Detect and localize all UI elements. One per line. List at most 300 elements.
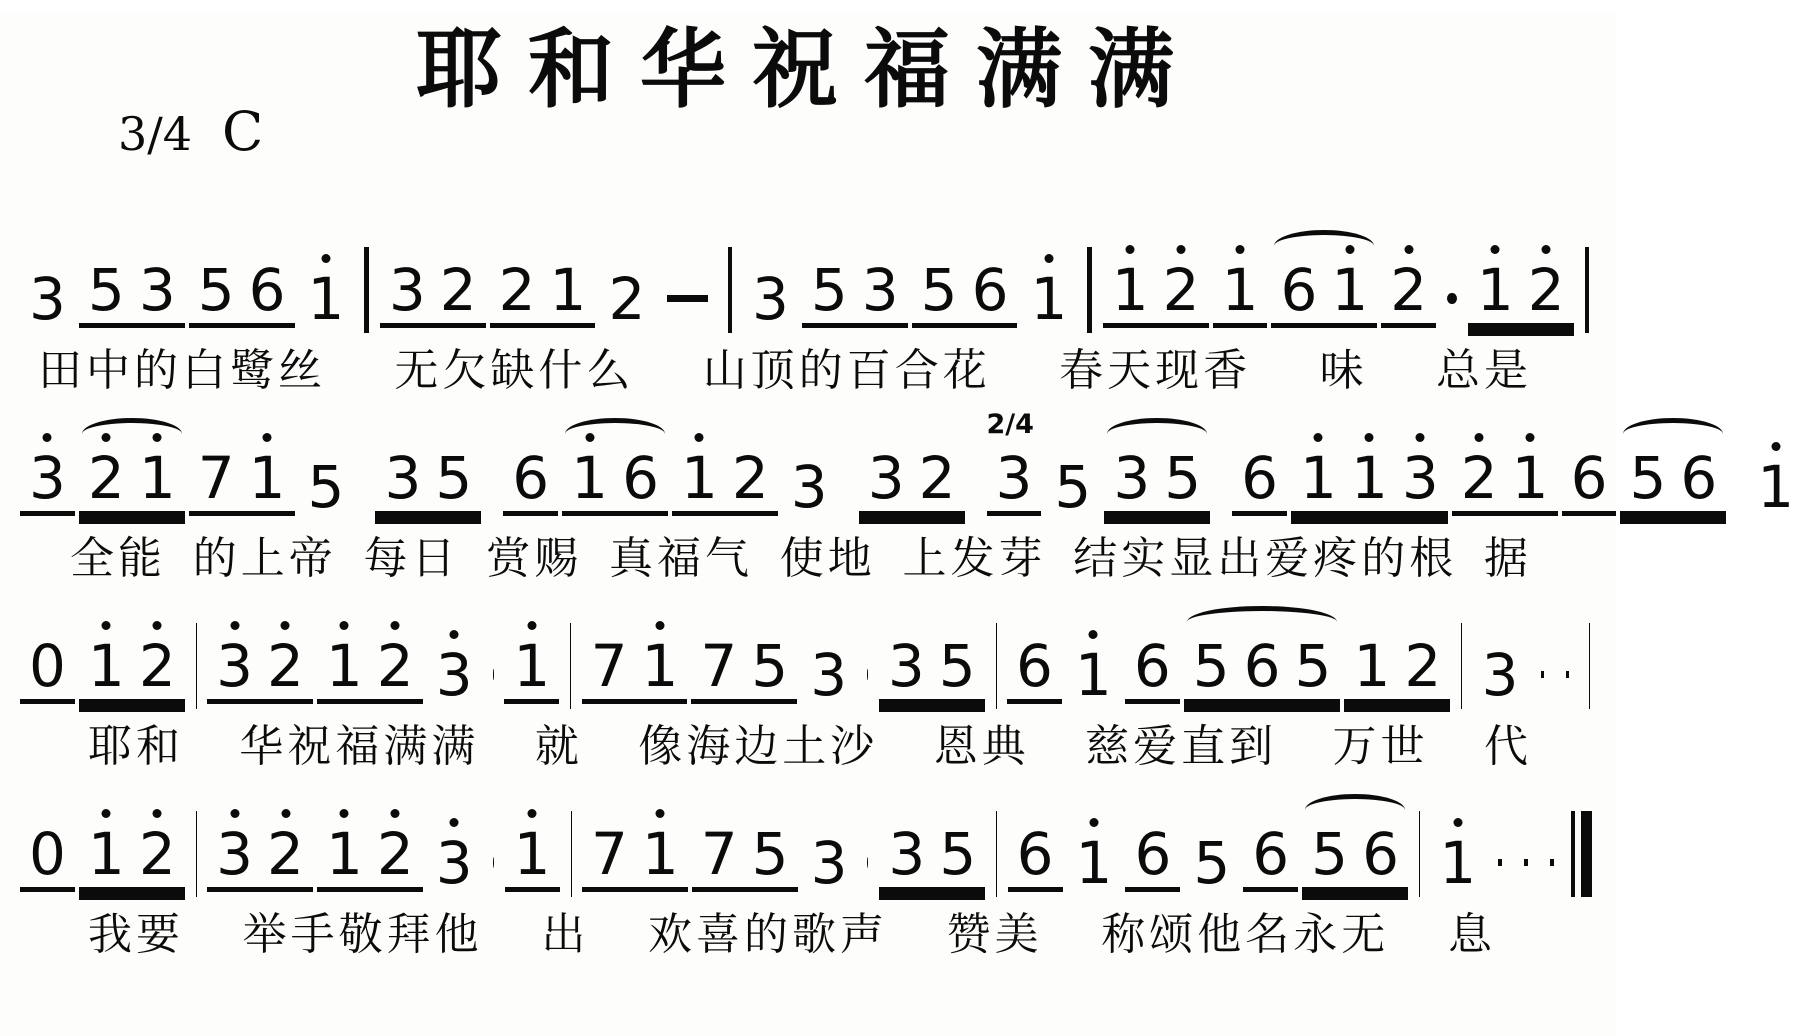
lyric-word: 结实显出爱疼的根: [1073, 522, 1457, 586]
lyric-word: 每日: [364, 522, 460, 586]
note: [308, 270, 345, 328]
lyric-word: 举手敬拜他: [243, 898, 483, 962]
note-group: [299, 458, 354, 516]
note-digit: 6: [1680, 449, 1717, 507]
note-group: [1066, 646, 1121, 704]
note-digit: 3: [888, 637, 925, 695]
note: [1528, 261, 1565, 319]
note-digit: 3: [384, 449, 421, 507]
note-digit: 3: [1482, 646, 1519, 704]
note-digit: 3: [888, 825, 925, 883]
note: [939, 637, 976, 695]
note: [1353, 637, 1390, 695]
note-digit: 1: [249, 449, 286, 507]
note: [1571, 449, 1608, 507]
note-digit: 1: [513, 637, 550, 695]
note-group: [317, 825, 423, 892]
lyric-word: 欢喜的歌声: [648, 898, 888, 962]
note-group: [691, 637, 797, 704]
octave-dot: [340, 621, 349, 630]
note: [1134, 825, 1171, 883]
note-group: [1125, 825, 1180, 892]
note-digit: 3: [216, 637, 253, 695]
note: [1300, 449, 1337, 507]
duration-dash: [1498, 859, 1502, 866]
note-group: [599, 270, 654, 328]
note-group: [207, 637, 313, 704]
final-barline: [1571, 811, 1592, 897]
note-digit: 7: [701, 825, 738, 883]
note-digit: 1: [571, 449, 608, 507]
lyric-word: 上发芽: [903, 522, 1047, 586]
octave-dot: [230, 809, 239, 818]
note-group: [1232, 449, 1287, 516]
octave-dot: [102, 621, 111, 630]
note-group: [1045, 458, 1100, 516]
note: [1076, 834, 1113, 892]
note: [377, 637, 414, 695]
note: [249, 261, 286, 319]
note-digit: 2: [1528, 261, 1565, 319]
octave-dot: [1345, 245, 1354, 254]
note-digit: 5: [308, 458, 345, 516]
note-digit: 1: [1300, 449, 1337, 507]
note-digit: 5: [1295, 637, 1332, 695]
note: [1402, 449, 1439, 507]
note-group: [189, 449, 295, 516]
notation-row: [0, 774, 1616, 892]
barline: [1585, 247, 1589, 333]
note-digit: 2: [919, 449, 956, 507]
note-group: [801, 646, 856, 704]
octave-dot: [1542, 245, 1551, 254]
note: [888, 637, 925, 695]
lyric-word: 山顶的百合花: [703, 334, 991, 398]
note-digit: 3: [1113, 449, 1150, 507]
note-digit: 6: [1016, 637, 1053, 695]
note: [1295, 637, 1332, 695]
note: [622, 449, 659, 507]
note-group: [1007, 637, 1062, 704]
note-group: [1008, 825, 1063, 892]
barline: [728, 247, 732, 333]
note: [384, 449, 421, 507]
duration-dash: [1566, 671, 1569, 678]
note-digit: 3: [1402, 449, 1439, 507]
note-group: [879, 825, 985, 892]
octave-dot: [585, 433, 594, 442]
note: [1311, 825, 1348, 883]
lyric-word: 像海边土沙: [638, 710, 878, 774]
lyric-word: 使地: [780, 522, 876, 586]
octave-dot: [153, 433, 162, 442]
note-group: [859, 449, 965, 516]
meter-change-label: 2/4: [987, 409, 1034, 440]
note-digit: 5: [1164, 449, 1201, 507]
note: [550, 261, 587, 319]
note-digit: 6: [1134, 825, 1171, 883]
note: [1193, 834, 1230, 892]
octave-dot: [281, 621, 290, 630]
lyric-word: 春天现香: [1059, 334, 1251, 398]
lyric-word: 我要: [88, 898, 184, 962]
note-group: [20, 449, 75, 516]
note-digit: 1: [1353, 637, 1390, 695]
note-digit: 6: [622, 449, 659, 507]
duration-dash: [1541, 671, 1544, 678]
note-digit: 2: [267, 637, 304, 695]
octave-dot: [321, 254, 330, 263]
note-group: [802, 261, 908, 328]
note-digit: 5: [88, 261, 125, 319]
note-digit: 5: [1311, 825, 1348, 883]
octave-dot: [1491, 245, 1500, 254]
note: [752, 825, 789, 883]
note: [1016, 637, 1053, 695]
note: [139, 825, 176, 883]
note-digit: 5: [1629, 449, 1666, 507]
octave-dot: [102, 809, 111, 818]
augmentation-dot: [867, 669, 868, 680]
note-digit: 6: [249, 261, 286, 319]
note: [1404, 637, 1441, 695]
note-digit: 3: [752, 270, 789, 328]
notation-row: [0, 210, 1616, 328]
note-digit: 2: [377, 637, 414, 695]
note-digit: 2: [377, 825, 414, 883]
note-group: [1381, 261, 1436, 328]
lyric-word: 田中的白鹭丝: [38, 334, 326, 398]
note-group: [427, 834, 482, 892]
note: [88, 449, 125, 507]
note-digit: 5: [921, 261, 958, 319]
octave-dot: [655, 621, 664, 630]
note-digit: 7: [198, 449, 235, 507]
note-digit: 5: [939, 637, 976, 695]
note: [752, 270, 789, 328]
final-barline-thick: [1581, 811, 1592, 897]
note: [1331, 261, 1368, 319]
slur-note-group: [1302, 825, 1408, 892]
note-digit: 7: [591, 825, 628, 883]
note: [1351, 449, 1388, 507]
note-group: [20, 637, 75, 704]
note-group: [692, 825, 798, 892]
lyric-word: 万世: [1333, 710, 1429, 774]
note: [1112, 261, 1149, 319]
note: [591, 637, 628, 695]
note-digit: 3: [436, 834, 473, 892]
note: [513, 637, 550, 695]
note-digit: 5: [939, 825, 976, 883]
note-digit: 1: [88, 637, 125, 695]
note: [29, 449, 66, 507]
octave-dot: [1475, 433, 1484, 442]
note: [389, 261, 426, 319]
note: [1241, 449, 1278, 507]
system: [0, 586, 1616, 774]
barline: [364, 247, 368, 333]
note-digit: 2: [440, 261, 477, 319]
note-digit: 6: [1252, 825, 1289, 883]
augmentation-dot: [1447, 293, 1457, 304]
note: [29, 825, 66, 883]
note-digit: 3: [216, 825, 253, 883]
octave-dot: [230, 621, 239, 630]
lyric-word: 慈爱直到: [1085, 710, 1277, 774]
octave-dot: [1365, 433, 1374, 442]
note-group: [1103, 261, 1209, 328]
note: [514, 825, 551, 883]
note-digit: 1: [1757, 458, 1794, 516]
note: [249, 449, 286, 507]
lyric-word: 息: [1448, 898, 1496, 962]
octave-dot: [263, 433, 272, 442]
note-group: [743, 270, 798, 328]
note-group: [672, 449, 778, 516]
note-digit: 1: [1076, 834, 1113, 892]
note-digit: 3: [868, 449, 905, 507]
octave-dot: [43, 433, 52, 442]
octave-dot: [153, 621, 162, 630]
note-group: [1184, 834, 1239, 892]
note-digit: 3: [29, 270, 66, 328]
note-group: [802, 834, 857, 892]
duration-dash: [1550, 859, 1554, 866]
lyrics-row: [38, 334, 1532, 398]
lyric-word: 据: [1484, 522, 1532, 586]
note: [868, 449, 905, 507]
note: [88, 261, 125, 319]
octave-dot: [1089, 630, 1098, 639]
note-digit: 1: [1075, 646, 1112, 704]
note: [1757, 458, 1794, 516]
sheet-music-page: [0, 14, 1616, 1036]
note-group: [375, 449, 481, 516]
octave-dot: [1090, 818, 1099, 827]
note-digit: 6: [512, 449, 549, 507]
note-digit: 2: [88, 449, 125, 507]
note: [996, 449, 1033, 507]
note-group: [1291, 449, 1448, 516]
note-digit: 6: [1134, 637, 1171, 695]
lyric-word: 的上帝: [193, 522, 337, 586]
note: [198, 449, 235, 507]
note: [267, 825, 304, 883]
note: [1362, 825, 1399, 883]
note-digit: 0: [29, 825, 66, 883]
note-digit: 2: [732, 449, 769, 507]
note-group: [20, 825, 75, 892]
note: [1439, 834, 1476, 892]
note-group: [1473, 646, 1528, 704]
note-digit: 3: [996, 449, 1033, 507]
lyric-word: 代: [1484, 710, 1532, 774]
note: [1629, 449, 1666, 507]
note-group: [582, 637, 688, 704]
note-digit: 1: [88, 825, 125, 883]
note: [139, 449, 176, 507]
note-group: [1125, 637, 1180, 704]
note-digit: 5: [752, 825, 789, 883]
lyrics-row: [88, 898, 1496, 962]
note-digit: 2: [1461, 449, 1498, 507]
note: [811, 261, 848, 319]
note-group: [1562, 449, 1617, 516]
note: [512, 449, 549, 507]
note-digit: 2: [1163, 261, 1200, 319]
octave-dot: [695, 433, 704, 442]
system: [0, 210, 1616, 398]
octave-dot: [656, 809, 665, 818]
octave-dot: [1416, 433, 1425, 442]
system: [0, 774, 1616, 962]
note-digit: 1: [550, 261, 587, 319]
note: [1134, 637, 1171, 695]
note: [791, 458, 828, 516]
note-group: [1067, 834, 1122, 892]
note: [1222, 261, 1259, 319]
octave-dot: [1771, 442, 1780, 451]
note: [1054, 458, 1091, 516]
note-digit: 3: [29, 449, 66, 507]
note-group: [504, 637, 559, 704]
note-digit: 3: [436, 646, 473, 704]
note: [1512, 449, 1549, 507]
note-digit: 5: [811, 261, 848, 319]
system: [0, 398, 1616, 586]
note: [1477, 261, 1514, 319]
lyric-word: 出: [541, 898, 589, 962]
note: [1244, 637, 1281, 695]
note: [216, 637, 253, 695]
note-group: [987, 449, 1042, 516]
note-group: [1021, 270, 1076, 328]
note: [701, 825, 738, 883]
note-digit: 2: [139, 825, 176, 883]
octave-dot: [1236, 245, 1245, 254]
note-digit: 2: [1404, 637, 1441, 695]
note-digit: 5: [1193, 834, 1230, 892]
note-digit: 1: [1351, 449, 1388, 507]
note-digit: 2: [499, 261, 536, 319]
slur-note-group: [562, 449, 668, 516]
slur-note-group: [79, 449, 185, 516]
note: [29, 637, 66, 695]
augmentation-dot: [493, 669, 494, 680]
note-digit: 3: [791, 458, 828, 516]
note-group: [189, 261, 295, 328]
note-group: [380, 261, 486, 328]
note-group: [490, 261, 596, 328]
note-group: [317, 637, 423, 704]
note-digit: 3: [811, 834, 848, 892]
note-digit: 1: [641, 637, 678, 695]
note: [499, 261, 536, 319]
note-digit: 1: [642, 825, 679, 883]
note-group: [79, 261, 185, 328]
note: [751, 637, 788, 695]
note: [641, 637, 678, 695]
signature-block: [118, 100, 263, 163]
note-group: [299, 270, 354, 328]
note-group: [1213, 261, 1268, 328]
note: [1482, 646, 1519, 704]
note-group: [20, 270, 75, 328]
note-digit: 2: [1390, 261, 1427, 319]
octave-dot: [1314, 433, 1323, 442]
note: [139, 637, 176, 695]
note-group: [427, 646, 482, 704]
note: [810, 646, 847, 704]
note: [939, 825, 976, 883]
notation-systems: [0, 210, 1616, 962]
note-digit: 1: [514, 825, 551, 883]
note-digit: 5: [751, 637, 788, 695]
slur-note-group: [1184, 637, 1341, 704]
octave-dot: [528, 809, 537, 818]
note-group: [505, 825, 560, 892]
note-group: [1468, 261, 1574, 328]
lyrics-row: [70, 522, 1532, 586]
note-digit: 1: [326, 825, 363, 883]
note-group: [207, 825, 313, 892]
lyric-word: 恩典: [934, 710, 1030, 774]
note-digit: 6: [1571, 449, 1608, 507]
octave-dot: [527, 621, 536, 630]
lyric-word: 真福气: [609, 522, 753, 586]
note-digit: 1: [139, 449, 176, 507]
note-digit: 1: [681, 449, 718, 507]
note: [377, 825, 414, 883]
note-digit: 1: [1512, 449, 1549, 507]
octave-dot: [450, 818, 459, 827]
note-digit: 1: [308, 270, 345, 328]
duration-dash: [1524, 859, 1528, 866]
note-digit: 6: [1244, 637, 1281, 695]
note: [1280, 261, 1317, 319]
note-digit: 2: [608, 270, 645, 328]
note-group: [79, 637, 185, 704]
note: [139, 261, 176, 319]
note: [88, 637, 125, 695]
duration-dash: [667, 295, 707, 302]
note-digit: 5: [198, 261, 235, 319]
song-title: 耶和华祝福满满: [0, 14, 1616, 126]
note-digit: 3: [389, 261, 426, 319]
lyrics-row: [88, 710, 1532, 774]
octave-dot: [1404, 245, 1413, 254]
lyric-word: 称颂他名永无: [1101, 898, 1389, 962]
note-group: [503, 449, 558, 516]
lyric-word: 就: [535, 710, 583, 774]
note-group: [782, 458, 837, 516]
octave-dot: [102, 433, 111, 442]
note: [919, 449, 956, 507]
octave-dot: [1044, 254, 1053, 263]
note-digit: 2: [139, 637, 176, 695]
note-digit: 1: [1222, 261, 1259, 319]
slur-note-group: [1271, 261, 1377, 328]
lyric-word: 赞美: [947, 898, 1043, 962]
note: [1461, 449, 1498, 507]
lyric-word: 无欠缺什么: [394, 334, 634, 398]
note-digit: 6: [1017, 825, 1054, 883]
lyric-word: 全能: [70, 522, 166, 586]
octave-dot: [1177, 245, 1186, 254]
octave-dot: [1526, 433, 1535, 442]
note: [436, 646, 473, 704]
